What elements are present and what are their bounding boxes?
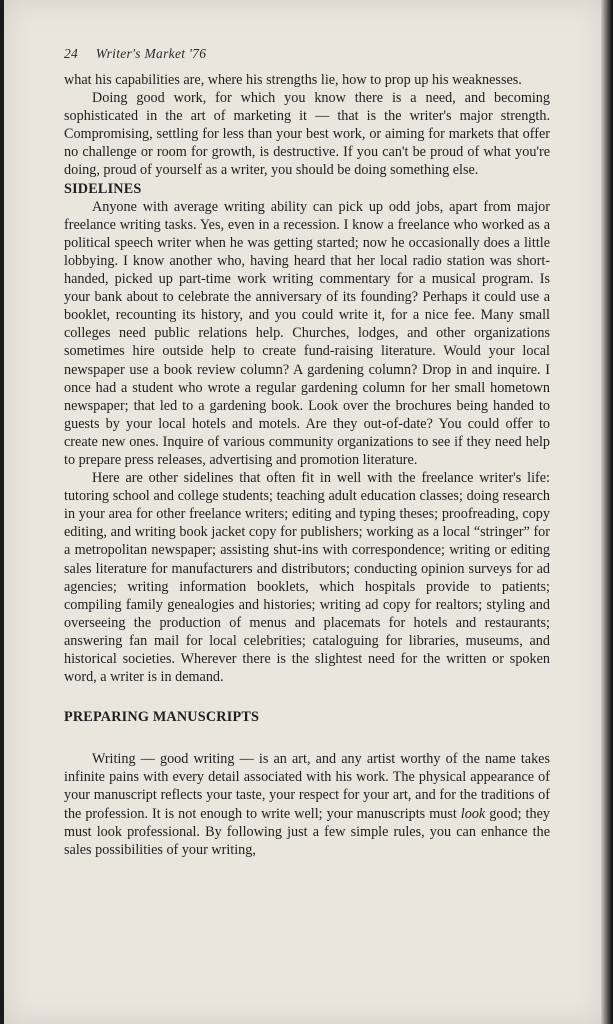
running-title: Writer's Market '76 <box>95 46 207 61</box>
sidelines-paragraph-2: Here are other sidelines that often fit in well with the freelance writer's life: tutoring school and college students; teaching adult education classes; doing research in your area for other freelance writers; editing and typing theses; proofreading, copy editing, and writing book jacket copy for publishers; working as a local “stringer” for a metropolitan newspaper; assisting shut-ins with correspondence; writing or editing sales literature for manufacturers and distributors; conducting opinion surveys for ad agencies; writing information booklets, which hospitals provide to patients; compiling family genealogies and histories; writing ad copy for realtors; styling and overseeing the production of menus and placemats for hotels and restaurants; answering fan mail for local celebrities; cataloguing for libraries, museums, and historical societies. Wherever there is the slightest need for the written or spoken word, a writer is in demand. <box>64 470 550 686</box>
manuscripts-text-part-1: Writing — good writing — is an art, and any artist worthy of the name takes infinite pains with every detail associated with his work. The physical appearance of your manuscript reflects your taste, your respect for your art, and for the traditions of the profession. It is not enough to write well; your manuscripts must <box>64 751 550 822</box>
running-header <box>64 46 206 62</box>
section-heading-preparing-manuscripts: PREPARING MANUSCRIPTS <box>64 709 260 726</box>
section-heading-sidelines: SIDELINES <box>64 180 142 197</box>
page-edge-shadow <box>601 0 613 1024</box>
sidelines-paragraph-1: Anyone with average writing ability can pick up odd jobs, apart from major freelance writing tasks. Yes, even in a recession. I know a freelance who worked as a political speech writer when he was getting started; now he occasionally does a little lobbying. I know another who, having heard that her local radio station was short-handed, picked up part-time work writing commentary for a musical program. Is your bank about to celebrate the anniversary of its founding? Perhaps it could use a booklet, recounting its history, and you could write it, for a nice fee. Many small colleges need public relations help. Churches, lodges, and other organizations sometimes hire outside help to create fund-raising literature. Would your local newspaper use a book review column? A gardening column? Drop in and inquire. I once had a student who wrote a regular gardening column for her small hometown newspaper; that led to a gardening book. Look over the brochures being handed to guests by your local hotels and motels. Are they out-of-date? You could offer to create new ones. Inquire of various community organizations to see if they need help to prepare press releases, advertising and promotion literature. <box>64 198 550 468</box>
intro-paragraph-continued: what his capabilities are, where his strengths lie, how to prop up his weaknesses. <box>64 72 522 88</box>
manuscripts-text-part-2: good; they must look professional. By following just a few simple rules, you can enhance the sales possibilities of your writing, <box>64 805 550 858</box>
emphasized-word: look <box>460 805 486 822</box>
page-body <box>64 71 550 859</box>
page-number: 24 <box>64 46 79 61</box>
intro-paragraph: Doing good work, for which you know there is a need, and becoming sophisticated in the art of marketing it — that is the writer's major strength. Compromising, settling for less than your best work, or aiming for markets that offer no challenge or room for growth, is destructive. If you can't be proud of what you're doing, proud of yourself as a writer, you should be doing something else. <box>64 90 550 179</box>
book-page <box>4 0 604 1024</box>
manuscripts-paragraph <box>64 750 550 859</box>
